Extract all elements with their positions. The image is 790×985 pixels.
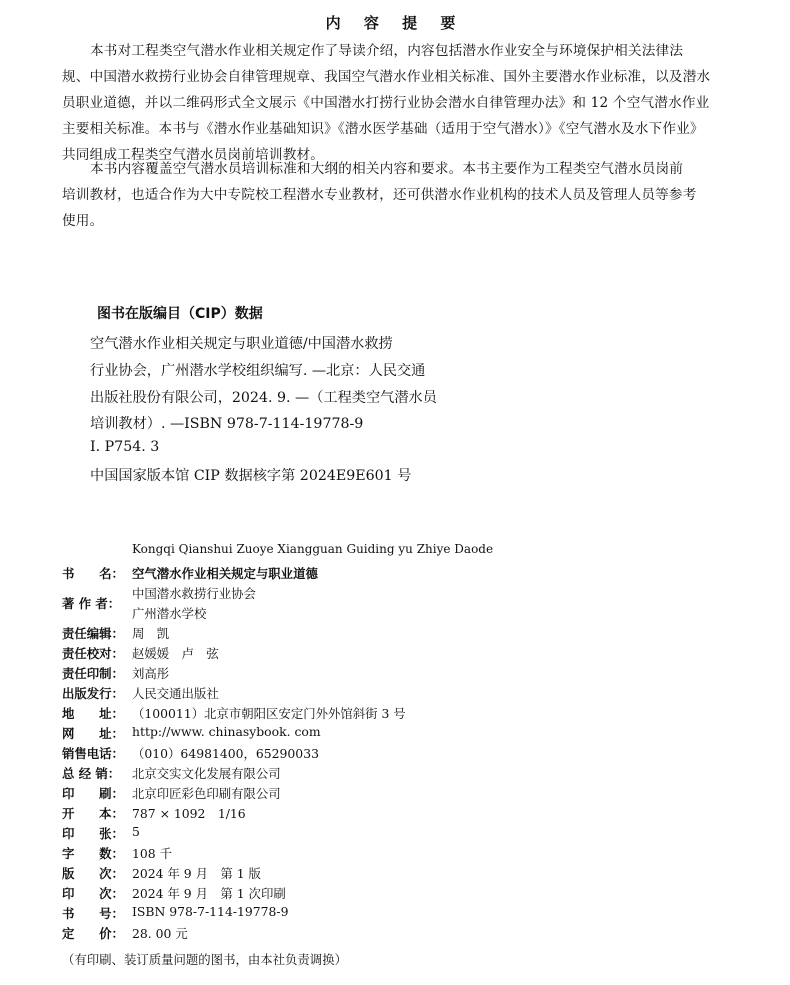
book-title-value: 空气潜水作业相关规定与职业道德 — [132, 566, 318, 581]
colophon-label: 责任印制： — [62, 666, 124, 681]
colophon-label: 字 数： — [62, 846, 124, 861]
colophon-label: 总 经 销： — [62, 766, 121, 781]
cip-heading: 图书在版编目（CIP）数据 — [97, 306, 263, 322]
summary-line: 规、中国潜水救捞行业协会自律管理规章、我国空气潜水作业相关标准、国外主要潜水作业标准，以及潜水 — [62, 69, 711, 85]
cip-record-number: 中国国家版本馆 CIP 数据核字第 2024E9E601 号 — [90, 468, 412, 484]
colophon-value: （100011）北京市朝阳区安定门外外馆斜街 3 号 — [132, 706, 406, 721]
colophon-label: 出版发行： — [62, 686, 124, 701]
summary-line: 员职业道德，并以二维码形式全文展示《中国潜水打捞行业协会潜水自律管理办法》和 12 个空气潜水作业 — [62, 95, 710, 111]
colophon-label: 定 价： — [62, 926, 124, 941]
colophon-value: 5 — [132, 824, 140, 839]
quality-note: （有印刷、装订质量问题的图书，由本社负责调换） — [62, 952, 347, 967]
colophon-value: 人民交通出版社 — [132, 686, 219, 701]
colophon-label: 印 次： — [62, 886, 124, 901]
page-title: 内 容 提 要 — [325, 14, 465, 32]
cip-line: 出版社股份有限公司，2024. 9. —（工程类空气潜水员 — [90, 390, 437, 406]
colophon-value: 2024 年 9 月 第 1 版 — [132, 866, 261, 881]
colophon-label: 责任校对： — [62, 646, 124, 661]
cip-line: 培训教材）. —ISBN 978-7-114-19778-9 — [90, 416, 364, 432]
colophon-value: 周 凯 — [132, 626, 170, 641]
summary-paragraph-2 — [62, 156, 732, 234]
colophon-value: 中国潜水救捞行业协会 — [132, 586, 256, 601]
colophon-label: 地 址： — [62, 706, 124, 721]
colophon-value: 2024 年 9 月 第 1 次印刷 — [132, 886, 286, 901]
cip-classification: Ⅰ. P754. 3 — [90, 439, 160, 455]
cip-line: 空气潜水作业相关规定与职业道德/中国潜水救捞 — [90, 336, 393, 352]
colophon-label: 开 本： — [62, 806, 124, 821]
colophon-label: 责任编辑： — [62, 626, 124, 641]
price-value: 28. 00 元 — [132, 926, 188, 941]
colophon-label: 销售电话： — [62, 746, 124, 761]
summary-line: 培训教材，也适合作为大中专院校工程潜水专业教材，还可供潜水作业机构的技术人员及管理人员等参考 — [62, 187, 697, 203]
colophon-label: 书 号： — [62, 906, 124, 921]
summary-line: 主要相关标准。本书与《潜水作业基础知识》《潜水医学基础（适用于空气潜水）》《空气潜水及水下作业》 — [62, 121, 704, 137]
summary-line: 共同组成工程类空气潜水员岗前培训教材。 — [62, 147, 325, 163]
colophon-label: 著 作 者： — [62, 596, 121, 611]
colophon-value: 北京交实文化发展有限公司 — [132, 766, 281, 781]
summary-line: 使用。 — [62, 213, 104, 229]
colophon-label: 书 名： — [62, 566, 124, 581]
summary-paragraph-1 — [62, 38, 732, 168]
colophon-label: 印 刷： — [62, 786, 124, 801]
colophon-label: 网 址： — [62, 726, 124, 741]
colophon-value: 广州潜水学校 — [132, 606, 207, 621]
colophon-value: 北京印匠彩色印刷有限公司 — [132, 786, 281, 801]
colophon-value: 赵媛媛 卢 弦 — [132, 646, 219, 661]
colophon-value: 787 × 1092 1/16 — [132, 806, 246, 821]
colophon-label: 印 张： — [62, 826, 124, 841]
isbn-value: ISBN 978-7-114-19778-9 — [132, 904, 289, 919]
website-value: http://www. chinasybook. com — [132, 724, 321, 739]
summary-line: 本书内容覆盖空气潜水员培训标准和大纲的相关内容和要求。本书主要作为工程类空气潜水员岗前 — [90, 161, 684, 177]
colophon-value: （010）64981400，65290033 — [132, 746, 319, 761]
colophon-value: 108 千 — [132, 846, 172, 861]
colophon-label: 版 次： — [62, 866, 124, 881]
colophon-value: 刘高彤 — [132, 666, 170, 681]
cip-line: 行业协会，广州潜水学校组织编写. —北京：人民交通 — [90, 363, 426, 379]
title-pinyin: Kongqi Qianshui Zuoye Xiangguan Guiding yu Zhiye Daode — [132, 542, 494, 556]
summary-line: 本书对工程类空气潜水作业相关规定作了导读介绍，内容包括潜水作业安全与环境保护相关法律法 — [90, 43, 684, 59]
